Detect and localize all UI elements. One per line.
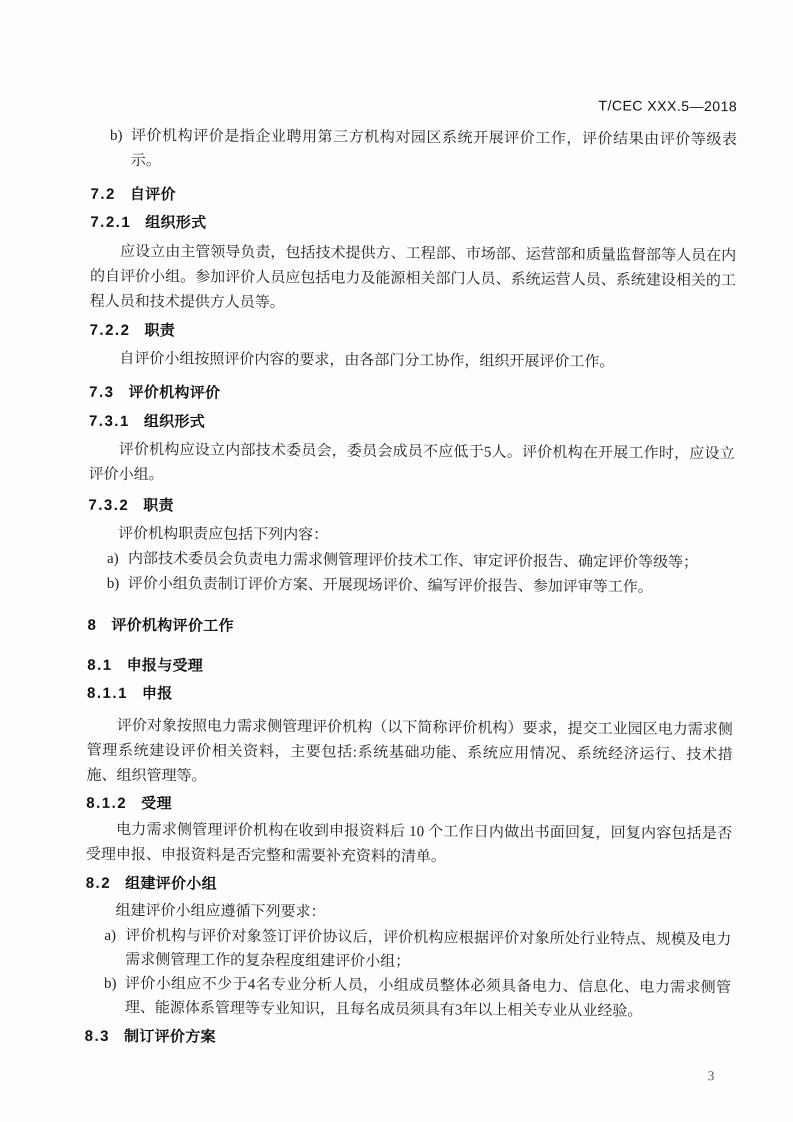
list-item-text: 评价机构与评价对象签订评价协议后，评价机构应根据评价对象所处行业特点、规模及电力需求侧管理工作的复杂程度组建评价小组； <box>125 928 732 971</box>
heading-number: 8 <box>87 616 98 634</box>
heading-7-2 <box>90 182 736 212</box>
list-marker: a) <box>104 927 117 944</box>
heading-title: 职责 <box>144 322 176 340</box>
list-item-text: 评价小组负责制订评价方案、开展现场评价、编写评价报告、参加评审等工作。 <box>127 576 653 596</box>
list-marker: b) <box>109 127 123 144</box>
list-item-7-3-2-b <box>88 572 734 602</box>
heading-8-1-2 <box>86 791 732 821</box>
heading-number: 8.2 <box>85 874 112 892</box>
heading-8-3 <box>85 1024 731 1054</box>
heading-number: 7.3.2 <box>88 496 130 515</box>
heading-number: 7.2.1 <box>90 213 132 232</box>
heading-8-1-1 <box>87 681 733 711</box>
paragraph-7-3-2-intro: 评价机构职责应包括下列内容： <box>118 525 329 544</box>
paragraph-8-1-1: 评价对象按照电力需求侧管理评价机构（以下简称评价机构）要求，提交工业园区电力需求侧管理系统建设评价相关资料，主要包括:系统基础功能、系统应用情况、系统经济运行、技术措施、组织管理等。 <box>86 717 733 785</box>
heading-8-1 <box>87 653 733 683</box>
list-item-8-2-a <box>85 924 731 977</box>
heading-7-3-1 <box>89 409 735 439</box>
list-item-text: 评价小组应不少于4名专业分析人员，小组成员整体必须具备电力、信息化、电力需求侧管理、能源体系管理等专业知识，且每名成员须具有3年以上相关专业从业经验。 <box>124 976 732 1020</box>
heading-8 <box>87 613 733 643</box>
heading-title: 申报与受理 <box>126 657 204 675</box>
list-item-b-definition <box>91 124 737 179</box>
heading-8-2 <box>86 871 732 901</box>
heading-7-2-2 <box>90 318 736 348</box>
list-item-text: 内部技术委员会负责电力需求侧管理评价技术工作、审定评价报告、确定评价等级等； <box>127 551 699 572</box>
heading-number: 7.3.1 <box>88 412 130 431</box>
heading-7-3 <box>89 380 735 410</box>
heading-title: 受理 <box>141 795 172 813</box>
heading-number: 7.3 <box>89 383 115 401</box>
heading-title: 评价机构评价工作 <box>111 616 234 635</box>
heading-number: 8.1.1 <box>87 684 129 703</box>
paragraph-7-2-1: 应设立由主管领导负责，包括技术提供方、工程部、市场部、运营部和质量监督部等人员在内的自评价小组。参加评价人员应包括电力及能源相关部门人员、系统运营人员、系统建设相关的工程人员和技术提供方人员等。 <box>89 243 737 312</box>
list-marker: a) <box>106 550 119 567</box>
list-marker: b) <box>106 575 120 592</box>
heading-title: 申报 <box>141 685 173 703</box>
paragraph-7-2-2: 自评价小组按照评价内容的要求，由各部门分工协作，组织开展评价工作。 <box>119 350 615 371</box>
heading-title: 组建评价小组 <box>125 875 217 893</box>
list-marker: b) <box>103 975 117 992</box>
heading-number: 8.1 <box>87 656 113 674</box>
heading-7-2-1 <box>90 210 736 240</box>
list-item-8-2-b <box>85 972 731 1025</box>
paragraph-7-3-1: 评价机构应设立内部技术委员会，委员会成员不应低于5人。评价机构在开展工作时，应设立评价小组。 <box>88 441 735 484</box>
heading-title: 评价机构评价 <box>128 384 221 402</box>
page-content <box>84 90 737 1088</box>
heading-title: 制订评价方案 <box>123 1028 216 1046</box>
heading-number: 8.1.2 <box>86 794 128 813</box>
heading-title: 组织形式 <box>145 214 207 232</box>
paragraph-8-1-2: 电力需求侧管理评价机构在收到申报资料后 10 个工作日内做出书面回复，回复内容包括是否受理申报、申报资料是否完整和需要补充资料的清单。 <box>85 821 733 866</box>
paragraph-8-2-intro: 组建评价小组应遵循下列要求： <box>115 902 326 921</box>
heading-title: 组织形式 <box>143 413 206 431</box>
heading-title: 职责 <box>143 497 174 515</box>
page-number: 3 <box>707 1068 715 1084</box>
heading-7-3-2 <box>88 493 734 523</box>
heading-number: 8.3 <box>84 1027 111 1045</box>
heading-number: 7.2 <box>90 185 116 203</box>
heading-title: 自评价 <box>129 186 176 204</box>
list-item-text: 评价机构评价是指企业聘用第三方机构对园区系统开展评价工作，评价结果由评价等级表示。 <box>130 128 738 170</box>
standard-number-header: T/CEC XXX.5—2018 <box>598 97 738 115</box>
heading-number: 7.2.2 <box>89 321 131 340</box>
